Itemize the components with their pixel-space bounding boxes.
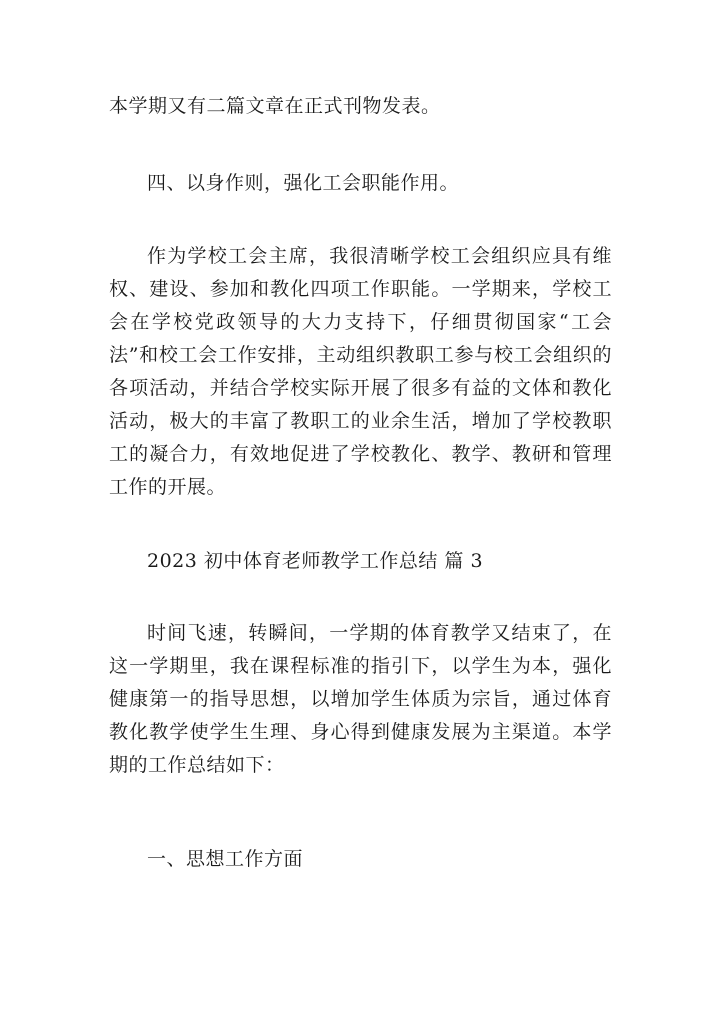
paragraph-semester-intro: 时间飞速，转瞬间，一学期的体育教学又结束了，在这一学期里，我在课程标准的指引下，以学生为本，强化健康第一的指导思想，以增加学生体质为宗旨，通过体育教化教学使学生生理、身心得到健康发展为主渠道。本学期的工作总结如下： — [109, 622, 612, 776]
paragraph-union-chair: 作为学校工会主席，我很清晰学校工会组织应具有维权、建设、参加和教化四项工作职能。一学期来，学校工会在学校党政领导的大力支持下，仔细贯彻国家“工会法”和校工会工作安排，主动组织教职工参与校工会组织的各项活动，并结合学校实际开展了很多有益的文体和教化活动，极大的丰富了教职工的业余生活，增加了学校教职工的凝合力，有效地促进了学校教化、教学、教研和管理工作的开展。 — [109, 245, 612, 498]
section-heading-union-role: 四、以身作则，强化工会职能作用。 — [147, 172, 460, 194]
paragraph-articles-published: 本学期又有二篇文章在正式刊物发表。 — [109, 95, 441, 117]
section-heading-ideology: 一、思想工作方面 — [147, 848, 304, 870]
article-title: 2023 初中体育老师教学工作总结 篇 3 — [147, 550, 484, 572]
